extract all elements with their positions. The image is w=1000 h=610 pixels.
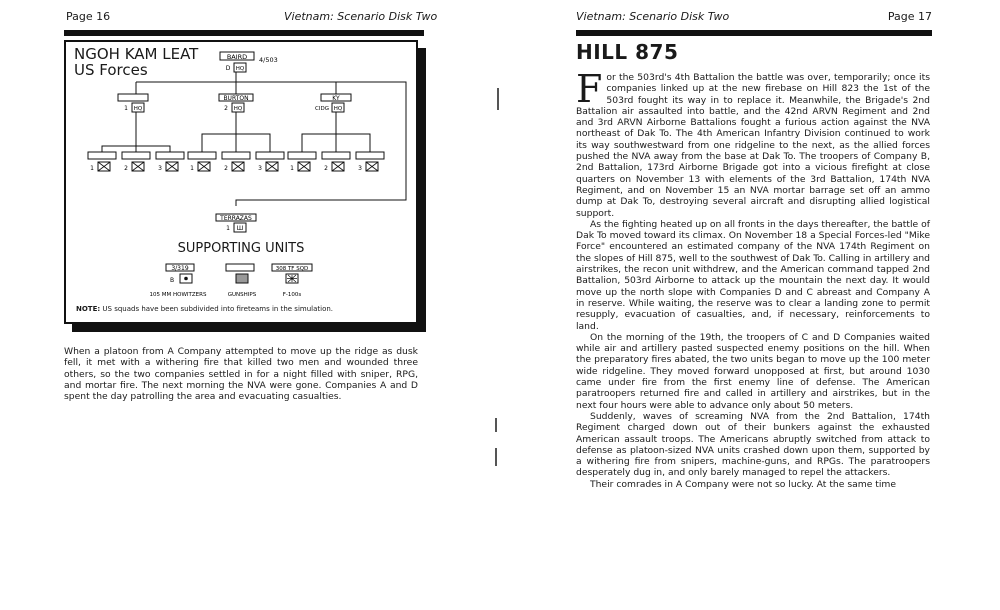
note-label: NOTE: [76,305,101,313]
connector-lines [102,72,406,206]
hq-letter: D [225,65,231,72]
svg-text:HQ: HQ [233,106,243,112]
svg-text:HQ: HQ [235,66,245,72]
left-body-text: When a platoon from A Company attempted to move up the ridge as dusk fell, it met with a withering fire that killed two men and wounded three others, so the two companies settled in for a night filled with sniper, RPG, and mortar fire. The next morning the NVA were gone. Companies A and D spent the day patrolling the area and evacuating casualties. [64,346,418,403]
hq-unit [220,52,278,72]
support-aircraft [272,264,312,298]
paragraph-1-text: or the 503rd's 4th Battalion the battle was over, temporarily; once its companies linked up at the new firebase on Hill 823 the 1st of the 503rd fought its way in to replace it. Meanwhile, the Brigade's 2nd Battalion air assaulted into battle, and the 42nd ARVN Regiment and 2nd and 3rd ARVN Airborne Battalions fought a furious action against the NVA northeast of Dak To. The 4th American Infantry Division continued to work its way southwestward from one ridgeline to the next, as the allied forces pushed the NVA away from the base at Dak To. The troopers of Company B, 2nd Battalion, 173rd Airborne Brigade got into a vicious firefight at close quarters on November 13 with elements of the 3rd Battalion, 174th NVA Regiment, and on November 15 an NVA mortar barrage set off an ammo dump at Dak To, destroying several aircraft and disrupting allied logistical support. [576,72,930,219]
hq-unit-label: 4/503 [259,56,278,64]
squad-unit [122,152,150,172]
running-header-left: Vietnam: Scenario Disk Two [284,10,438,23]
support-gunships [226,264,257,298]
page-number-left: Page 16 [66,10,111,23]
binding-mark [495,448,497,466]
terrazas-number: 1 [226,225,230,232]
header-rule-left [64,30,424,36]
svg-text:Ш: Ш [236,225,244,232]
chart-note [76,305,333,313]
support-aircraft-name: 308 TF SQD [275,266,309,272]
support-artillery-letter: B [169,277,175,284]
support-artillery [150,264,207,298]
paragraph-1 [576,67,930,219]
order-of-battle-chart [64,40,418,324]
terrazas-unit [216,214,256,232]
support-aircraft-caption: F-100s [282,292,302,298]
battalion-2-name: BURTON [223,95,249,102]
support-artillery-caption: 105 MM HOWITZERS [149,292,207,298]
header-rule-right [576,30,932,36]
squad-units [88,152,384,172]
support-gunships-caption: GUNSHIPS [227,292,257,298]
squad-unit [288,152,316,172]
svg-text:HQ: HQ [133,106,143,112]
battalion-1 [118,94,148,112]
svg-text:HQ: HQ [333,106,343,112]
battalion-2 [219,94,253,112]
squad-number: 2 [324,165,328,172]
squad-number: 1 [190,165,194,172]
article-title: HILL 875 [576,40,679,64]
running-header-right: Vietnam: Scenario Disk Two [576,10,730,23]
drop-cap: F [576,67,603,111]
squad-number: 3 [358,165,362,172]
squad-number: 3 [158,165,162,172]
page-number-right: Page 17 [887,10,932,23]
battalion-1-number: 1 [124,105,128,112]
paragraph-5: Their comrades in A Company were not so lucky. At the same time [590,478,897,490]
oob-diagram [66,42,416,322]
hq-name: BAIRD [226,53,248,61]
squad-unit [156,152,184,172]
chart-title-line1: NGOH KAM LEAT [74,45,199,63]
supporting-units-title: SUPPORTING UNITS [177,241,305,256]
battalion-3-name: KY [332,95,340,102]
note-text: US squads have been subdivided into fireteams in the simulation. [102,305,334,313]
chart-title-line2: US Forces [74,61,148,79]
support-artillery-name: 3/319 [171,265,189,272]
battalion-2-number: 2 [224,105,228,112]
right-body-text [576,67,930,490]
squad-unit [322,152,350,172]
squad-unit [88,152,116,172]
squad-unit [222,152,250,172]
binding-mark [497,88,499,110]
squad-number: 2 [124,165,128,172]
squad-unit [188,152,216,172]
paragraph-4: Suddenly, waves of screaming NVA from the 2nd Battalion, 174th Regiment charged down out of their bunkers against the exhausted American assault troops. The Americans abruptly switched from attack to defense as platoon-sized NVA units crashed down upon them, supported by a withering fire from snipers, machine-guns, and RPGs. The paratroopers desperately dug in, and only barely managed to repel the attackers. [576,410,930,479]
squad-number: 1 [90,165,94,172]
squad-number: 2 [224,165,228,172]
squad-unit [256,152,284,172]
squad-number: 3 [258,165,262,172]
paragraph-2: As the fighting heated up on all fronts in the days thereafter, the battle of Dak To moved toward its climax. On November 18 a Special Forces-led "Mike Force" encountered an estimated company of the NVA 174th Regiment on the slopes of Hill 875, well to the southwest of Dak To. Calling in artillery and airstrikes, the recon unit withdrew, and the American command tapped 2nd Battalion, 503rd Airborne to attack up the mountain the next day. It would move up the north slope with Companies D and C abreast and Company A in reserve. While waiting, the reserve was to clear a landing zone to permit resupply, evacuation of casualties, and, if necessary, reinforcements to land. [576,218,930,332]
battalion-3 [315,94,351,112]
binding-mark [495,418,497,432]
terrazas-name: TERRAZAS [220,215,252,222]
paragraph-3: On the morning of the 19th, the troopers of C and D Companies waited while air and artillery pasted suspected enemy positions on the hill. When the preparatory fires abated, the two units began to move up the 100 meter wide ridgeline. They moved forward unopposed at first, but around 1030 came under fire from the first enemy line of defense. The American paratroopers returned fire and called in artillery and airstrikes, but in the next four hours were able to advance only about 50 meters. [576,331,930,411]
squad-unit [356,152,384,172]
left-page [0,0,460,610]
battalion-3-number: CIDG [315,106,329,112]
squad-number: 1 [290,165,294,172]
